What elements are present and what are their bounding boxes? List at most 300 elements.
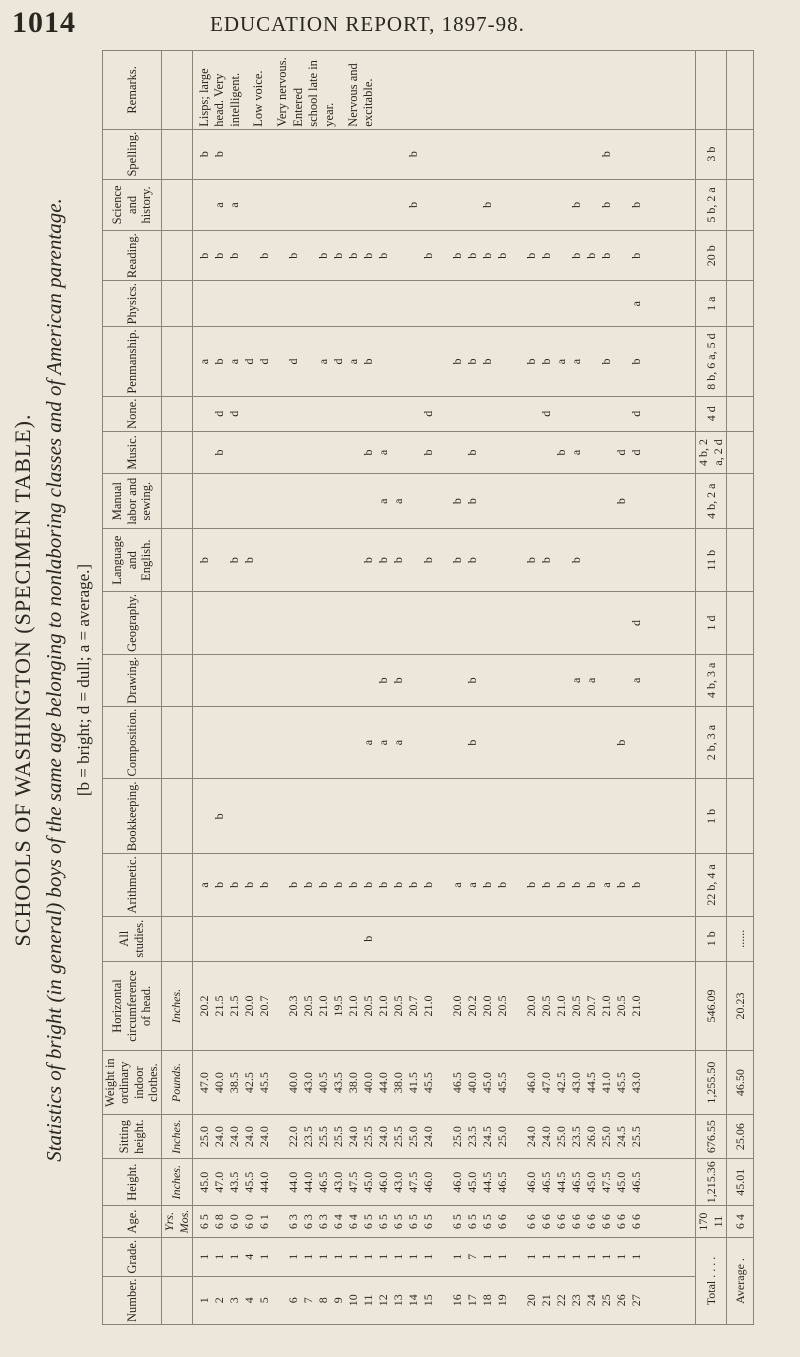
row-group (197, 709, 272, 777)
table-cell: 44.5 (553, 1171, 568, 1193)
table-cell (361, 476, 376, 526)
table-cell: 45.5 (256, 1072, 271, 1094)
row-group (286, 434, 436, 471)
table-cell: 45.0 (464, 1171, 479, 1193)
table-cell (569, 709, 584, 777)
table-cell (421, 476, 436, 526)
table-cell (539, 283, 554, 324)
table-cell (376, 399, 391, 429)
table-cell: 2 (211, 1297, 226, 1304)
table-cell (569, 399, 584, 429)
table-cell (450, 594, 465, 652)
table-cell: 46.0 (420, 1171, 435, 1193)
table-cell (495, 132, 510, 177)
table-cell: a (568, 358, 583, 365)
total-composition: 2 b, 3 a (696, 706, 727, 779)
table-cell (257, 657, 272, 704)
table-cell (539, 182, 554, 229)
table-cell (391, 329, 406, 393)
table-cell (406, 594, 421, 652)
stack-arithmetic (192, 854, 696, 916)
table-cell (346, 399, 361, 429)
table-cell: b (360, 935, 375, 942)
table-cell (197, 283, 212, 324)
stack-head (192, 961, 696, 1050)
table-cell (346, 283, 361, 324)
table-cell: b (464, 358, 479, 365)
table-cell (554, 709, 569, 777)
stack-physics (192, 281, 696, 327)
table-cell (524, 399, 539, 429)
table-cell (421, 594, 436, 652)
table-cell: b (538, 881, 553, 888)
table-cell: 43.0 (568, 1072, 583, 1094)
table-cell: 38.0 (345, 1072, 360, 1094)
table-cell (614, 329, 629, 393)
row-group (450, 531, 510, 589)
table-cell (242, 233, 257, 278)
table-cell (257, 919, 272, 959)
table-cell: b (330, 252, 345, 259)
row-group (450, 399, 510, 429)
stack-grade (192, 1237, 696, 1276)
row-group (524, 709, 644, 777)
table-cell: 17 (464, 1294, 479, 1307)
table-cell (257, 594, 272, 652)
table-cell: b (285, 252, 300, 259)
row-group (450, 1279, 510, 1322)
table-cell: 20.3 (285, 995, 300, 1017)
table-cell: b (375, 677, 390, 684)
table-cell (524, 434, 539, 471)
table-cell: a (315, 358, 330, 365)
table-cell: b (211, 449, 226, 456)
table-cell (406, 476, 421, 526)
table-cell: 18 (479, 1294, 494, 1307)
table-cell: 20.7 (405, 995, 420, 1017)
row-group (286, 233, 436, 278)
table-cell (465, 919, 480, 959)
table-cell: 1 (553, 1253, 568, 1260)
table-cell (391, 781, 406, 851)
table-cell (242, 709, 257, 777)
total-weight: 1,255.50 (696, 1051, 727, 1115)
table-cell (584, 919, 599, 959)
table-cell: 24.0 (538, 1126, 553, 1148)
table-cell (584, 709, 599, 777)
row-group (450, 657, 510, 704)
table-cell: 4 (241, 1297, 256, 1304)
caption-title: SCHOOLS OF WASHINGTON (SPECIMEN TABLE). (10, 413, 35, 947)
table-cell: b (285, 881, 300, 888)
stack-manual (192, 474, 696, 529)
table-cell (480, 132, 495, 177)
row-group (524, 1117, 644, 1156)
table-cell: b (449, 557, 464, 564)
table-cell: b (375, 252, 390, 259)
table-cell: 42.5 (241, 1072, 256, 1094)
table-cell: b (613, 498, 628, 505)
table-cell: 6 5 (420, 1214, 435, 1230)
table-cell: 16 (449, 1294, 464, 1307)
unit-cell (161, 281, 192, 327)
table-cell (242, 594, 257, 652)
table-cell (406, 657, 421, 704)
table-cell: a (375, 498, 390, 504)
total-physics: 1 a (696, 281, 727, 327)
average-music (727, 431, 754, 473)
table-cell: 6 3 (285, 1214, 300, 1230)
table-cell: 1 (568, 1253, 583, 1260)
table-cell (391, 283, 406, 324)
table-cell (242, 434, 257, 471)
table-cell (569, 781, 584, 851)
average-manual (727, 474, 754, 529)
table-cell (197, 182, 212, 229)
row-group (450, 1240, 510, 1274)
table-cell (346, 657, 361, 704)
table-cell (361, 594, 376, 652)
table-cell (301, 434, 316, 471)
table-cell: b (479, 881, 494, 888)
unit-height: Inches. (161, 1159, 192, 1206)
col-remarks: Remarks. (103, 51, 162, 130)
table-cell: 27 (628, 1294, 643, 1307)
table-cell: b (479, 252, 494, 259)
units-row (161, 51, 192, 1325)
table-cell (599, 709, 614, 777)
row-group (524, 1240, 644, 1274)
table-cell (376, 919, 391, 959)
table-cell: 21.0 (375, 995, 390, 1017)
table-cell (614, 781, 629, 851)
row-group (286, 132, 436, 177)
table-cell: 25.5 (628, 1126, 643, 1148)
table-cell (227, 283, 242, 324)
table-cell (450, 657, 465, 704)
table-cell: 6 6 (568, 1214, 583, 1230)
unit-cell (161, 916, 192, 961)
table-cell (629, 709, 644, 777)
table-cell: b (523, 557, 538, 564)
table-cell: 1 (494, 1253, 509, 1260)
table-cell (480, 476, 495, 526)
row-group (197, 1053, 272, 1112)
table-cell: 43.5 (330, 1072, 345, 1094)
table-cell: 1 (300, 1253, 315, 1260)
statistics-table-wrapper (102, 50, 754, 1325)
table-cell (539, 657, 554, 704)
unit-cell (161, 529, 192, 592)
table-cell (465, 283, 480, 324)
table-cell: 3 (226, 1297, 241, 1304)
page-number: 1014 (12, 6, 76, 39)
table-cell: 1 (345, 1253, 360, 1260)
table-cell (584, 399, 599, 429)
stack-reading (192, 231, 696, 281)
table-cell: a (375, 449, 390, 456)
table-cell: 6 5 (449, 1214, 464, 1230)
table-cell (569, 594, 584, 652)
table-cell (450, 781, 465, 851)
table-cell (257, 399, 272, 429)
table-cell: b (583, 881, 598, 888)
table-cell (614, 283, 629, 324)
table-cell: 6 0 (226, 1214, 241, 1230)
table-cell: 24.0 (241, 1126, 256, 1148)
table-cell: 20.2 (196, 995, 211, 1017)
stack-composition (192, 706, 696, 779)
table-cell: b (226, 881, 241, 888)
col-physics: Physics. (103, 281, 162, 327)
table-cell (599, 476, 614, 526)
table-cell (316, 476, 331, 526)
table-cell: 20.7 (256, 995, 271, 1017)
table-cell: b (241, 557, 256, 564)
table-cell: b (360, 449, 375, 456)
table-cell (346, 709, 361, 777)
row-group (450, 1053, 510, 1112)
row-group (524, 594, 644, 652)
table-cell: b (226, 557, 241, 564)
table-cell: b (628, 252, 643, 259)
row-group (197, 594, 272, 652)
table-cell (227, 781, 242, 851)
table-cell (301, 233, 316, 278)
table-cell (227, 657, 242, 704)
table-cell: b (538, 557, 553, 564)
table-cell (197, 781, 212, 851)
table-cell (316, 657, 331, 704)
table-cell (524, 709, 539, 777)
table-cell (242, 657, 257, 704)
col-music: Music. (103, 431, 162, 473)
stack-spelling (192, 129, 696, 179)
table-cell: 20.7 (583, 995, 598, 1017)
table-cell (450, 919, 465, 959)
table-cell: 1 (390, 1253, 405, 1260)
table-cell (316, 283, 331, 324)
table-cell: b (568, 881, 583, 888)
table-cell: b (568, 557, 583, 564)
row-group (197, 434, 272, 471)
table-cell (599, 781, 614, 851)
stack-music (192, 431, 696, 473)
table-cell: 24.0 (523, 1126, 538, 1148)
table-cell (450, 132, 465, 177)
unit-cell (161, 654, 192, 706)
table-cell: 1 (211, 1253, 226, 1260)
table-cell (331, 531, 346, 589)
table-cell: b (449, 498, 464, 505)
table-cell: b (598, 201, 613, 208)
table-cell (599, 399, 614, 429)
table-cell (421, 283, 436, 324)
table-cell: b (464, 739, 479, 746)
table-cell: b (464, 498, 479, 505)
col-reading: Reading. (103, 231, 162, 281)
col-head-circumference: Horizontal circumference of head. (103, 961, 162, 1050)
col-penmanship: Penmanship. (103, 327, 162, 396)
col-manual-sewing: Manual labor and sewing. (103, 474, 162, 529)
table-cell: 1 (628, 1253, 643, 1260)
table-cell: 47.0 (211, 1171, 226, 1193)
table-cell (286, 657, 301, 704)
table-cell: b (226, 252, 241, 259)
row-group (197, 1161, 272, 1203)
table-cell: 43.0 (300, 1072, 315, 1094)
average-penmanship (727, 327, 754, 396)
row-group (450, 476, 510, 526)
table-cell (286, 919, 301, 959)
table-cell: 1 (226, 1253, 241, 1260)
caption-subtitle: Statistics of bright (in general) boys of the same age belonging to nonlaboring classes and of American parentage. (42, 198, 67, 1162)
table-cell (554, 283, 569, 324)
row-group (524, 132, 644, 177)
table-cell: b (196, 557, 211, 564)
row-group (450, 1161, 510, 1203)
table-cell: b (494, 881, 509, 888)
table-cell (495, 399, 510, 429)
table-cell: 26.0 (583, 1126, 598, 1148)
table-cell (495, 657, 510, 704)
row-group (197, 657, 272, 704)
table-cell: b (628, 201, 643, 208)
table-cell (599, 657, 614, 704)
table-cell (406, 329, 421, 393)
table-cell (197, 399, 212, 429)
table-cell (421, 781, 436, 851)
table-cell (316, 781, 331, 851)
table-cell: 40.0 (360, 1072, 375, 1094)
row-group (197, 1117, 272, 1156)
table-cell: d (613, 449, 628, 456)
table-cell (227, 594, 242, 652)
average-weight: 46.50 (727, 1051, 754, 1115)
table-cell: 6 5 (405, 1214, 420, 1230)
table-cell: 24.0 (256, 1126, 271, 1148)
table-cell: d (256, 358, 271, 365)
row-group (197, 283, 272, 324)
table-cell (569, 132, 584, 177)
table-cell (584, 329, 599, 393)
table-cell: d (241, 358, 256, 365)
table-cell: 1 (285, 1253, 300, 1260)
col-sitting-height: Sitting height. (103, 1115, 162, 1159)
table-cell: 23.5 (568, 1126, 583, 1148)
table-cell (301, 182, 316, 229)
table-cell (212, 657, 227, 704)
table-cell (569, 283, 584, 324)
row-group (286, 856, 436, 913)
row-group (197, 132, 272, 177)
table-cell: a (628, 677, 643, 683)
table-cell: 6 5 (196, 1214, 211, 1230)
table-cell: b (211, 358, 226, 365)
stack-geography (192, 592, 696, 655)
table-cell (197, 476, 212, 526)
table-cell: b (375, 557, 390, 564)
table-cell (524, 919, 539, 959)
table-cell: 24.0 (420, 1126, 435, 1148)
table-cell (331, 434, 346, 471)
table-cell (286, 399, 301, 429)
unit-cell (161, 1237, 192, 1276)
table-cell (301, 399, 316, 429)
table-cell (539, 709, 554, 777)
table-cell: b (494, 252, 509, 259)
table-cell: 45.5 (613, 1072, 628, 1094)
average-science (727, 179, 754, 231)
unit-head: Inches. (161, 961, 192, 1050)
table-cell: 25.0 (405, 1126, 420, 1148)
table-cell: 46.5 (628, 1171, 643, 1193)
table-cell: 44.0 (375, 1072, 390, 1094)
table-cell: b (523, 252, 538, 259)
table-cell: b (405, 201, 420, 208)
row-group (197, 476, 272, 526)
row-group (450, 594, 510, 652)
unit-cell (161, 231, 192, 281)
table-cell (301, 283, 316, 324)
table-cell: 21.5 (226, 995, 241, 1017)
table-cell (212, 531, 227, 589)
row-group (197, 781, 272, 851)
table-cell (465, 182, 480, 229)
average-label: Average . (727, 1237, 754, 1324)
table-cell (480, 709, 495, 777)
col-grade: Grade. (103, 1237, 162, 1276)
table-cell (227, 709, 242, 777)
table-cell (614, 594, 629, 652)
remark-item: Low voice. (251, 70, 266, 127)
stack-drawing (192, 654, 696, 706)
table-cell: d (420, 410, 435, 417)
table-cell (316, 919, 331, 959)
table-cell (391, 233, 406, 278)
table-cell (450, 182, 465, 229)
table-cell: b (405, 881, 420, 888)
table-cell (331, 399, 346, 429)
row-group (524, 919, 644, 959)
table-cell: 45.5 (241, 1171, 256, 1193)
table-cell (212, 476, 227, 526)
table-cell: b (211, 151, 226, 158)
table-cell (539, 781, 554, 851)
row-group (286, 476, 436, 526)
table-cell (539, 132, 554, 177)
unit-cell (161, 854, 192, 916)
table-cell: 21.0 (315, 995, 330, 1017)
table-cell: 43.5 (226, 1171, 241, 1193)
table-cell (421, 657, 436, 704)
row-group (286, 919, 436, 959)
col-weight: Weight in ordinary indoor clothes. (103, 1051, 162, 1115)
table-cell (286, 476, 301, 526)
table-cell (554, 781, 569, 851)
table-cell: 46.0 (449, 1171, 464, 1193)
row-group (524, 531, 644, 589)
table-cell: b (420, 449, 435, 456)
table-cell (539, 919, 554, 959)
row-group (286, 1053, 436, 1112)
table-cell (242, 132, 257, 177)
table-cell: b (211, 881, 226, 888)
table-cell (212, 919, 227, 959)
unit-cell (161, 327, 192, 396)
table-cell: 25 (598, 1294, 613, 1307)
unit-cell (161, 706, 192, 779)
